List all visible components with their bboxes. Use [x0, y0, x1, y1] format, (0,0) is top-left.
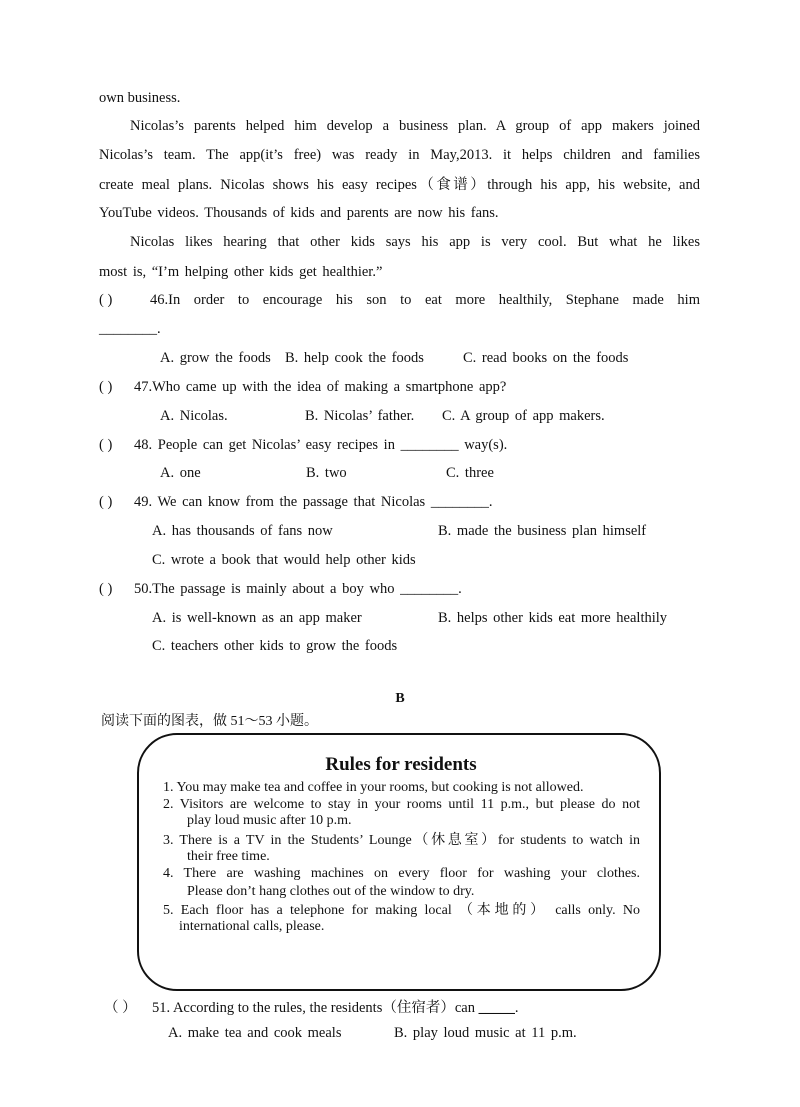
- passage-line: YouTube videos. Thousands of kids and parents are now his fans.: [99, 205, 499, 221]
- question-stem-end: .: [514, 1000, 519, 1016]
- section-instruction: 阅读下面的图表，做 51～53 小题。: [101, 714, 318, 729]
- option-a: A. is well-known as an app maker: [152, 610, 362, 626]
- rules-title: Rules for residents: [325, 754, 477, 775]
- question-stem-text: 51. According to the rules, the residents（住宿者）can: [152, 1000, 479, 1016]
- answer-blank[interactable]: （ ）: [104, 1000, 137, 1016]
- rule-item: international calls, please.: [179, 919, 325, 934]
- rule-item: 3. There is a TV in the Students’ Lounge（休息室）for students to watch in: [163, 833, 640, 848]
- passage-line: Nicolas’s team. The app(it’s free) was ready in May,2013. it helps children and families: [99, 147, 700, 163]
- option-b: B. two: [306, 465, 347, 481]
- answer-blank[interactable]: ( ): [99, 437, 113, 453]
- rule-item: 2. Visitors are welcome to stay in your rooms until 11 p.m., but please do not: [163, 797, 640, 812]
- option-a: A. one: [160, 465, 201, 481]
- rules-panel: [137, 733, 661, 991]
- option-b: B. help cook the foods: [285, 350, 424, 366]
- answer-blank[interactable]: ( ): [99, 494, 113, 510]
- option-c: C. wrote a book that would help other kids: [152, 552, 416, 568]
- passage-line: Nicolas’s parents helped him develop a business plan. A group of app makers joined: [130, 118, 700, 134]
- answer-blank[interactable]: ( ): [99, 292, 113, 308]
- option-c: C. three: [446, 465, 494, 481]
- question-stem: 47.Who came up with the idea of making a smartphone app?: [134, 379, 507, 395]
- option-b: B. made the business plan himself: [438, 523, 647, 539]
- option-c: C. A group of app makers.: [442, 408, 605, 424]
- passage-line: Nicolas likes hearing that other kids says his app is very cool. But what he likes: [130, 234, 700, 250]
- fill-blank[interactable]: _____: [478, 1000, 515, 1016]
- rule-item: their free time.: [187, 849, 270, 864]
- rule-item: 4. There are washing machines on every floor for washing your clothes.: [163, 866, 640, 881]
- rule-item: 1. You may make tea and coffee in your rooms, but cooking is not allowed.: [163, 780, 584, 795]
- rule-item: play loud music after 10 p.m.: [187, 813, 352, 828]
- option-a: A. Nicolas.: [160, 408, 228, 424]
- section-heading: B: [395, 691, 405, 706]
- question-stem: ________.: [99, 321, 161, 337]
- option-c: C. teachers other kids to grow the foods: [152, 638, 398, 654]
- option-b: B. play loud music at 11 p.m.: [394, 1025, 577, 1041]
- rule-item: 5. Each floor has a telephone for making local （本地的） calls only. No: [163, 903, 640, 918]
- option-a: A. grow the foods: [160, 350, 271, 366]
- answer-blank[interactable]: ( ): [99, 379, 113, 395]
- option-b: B. helps other kids eat more healthily: [438, 610, 668, 626]
- option-b: B. Nicolas’ father.: [305, 408, 415, 424]
- rule-item: Please don’t hang clothes out of the window to dry.: [187, 884, 475, 899]
- passage-line: create meal plans. Nicolas shows his easy recipes（食谱）through his app, his website, and: [99, 177, 700, 193]
- passage-line: most is, “I’m helping other kids get healthier.”: [99, 264, 383, 280]
- question-stem: 49. We can know from the passage that Nicolas ________.: [134, 494, 493, 510]
- question-stem: 48. People can get Nicolas’ easy recipes in ________ way(s).: [134, 437, 508, 453]
- question-stem: 50.The passage is mainly about a boy who ________.: [134, 581, 462, 597]
- option-c: C. read books on the foods: [463, 350, 629, 366]
- passage-line: own business.: [99, 90, 181, 106]
- option-a: A. has thousands of fans now: [152, 523, 333, 539]
- question-stem: 46.In order to encourage his son to eat more healthily, Stephane made him: [150, 292, 700, 308]
- answer-blank[interactable]: ( ): [99, 581, 113, 597]
- option-a: A. make tea and cook meals: [168, 1025, 342, 1041]
- question-stem: [152, 999, 518, 1017]
